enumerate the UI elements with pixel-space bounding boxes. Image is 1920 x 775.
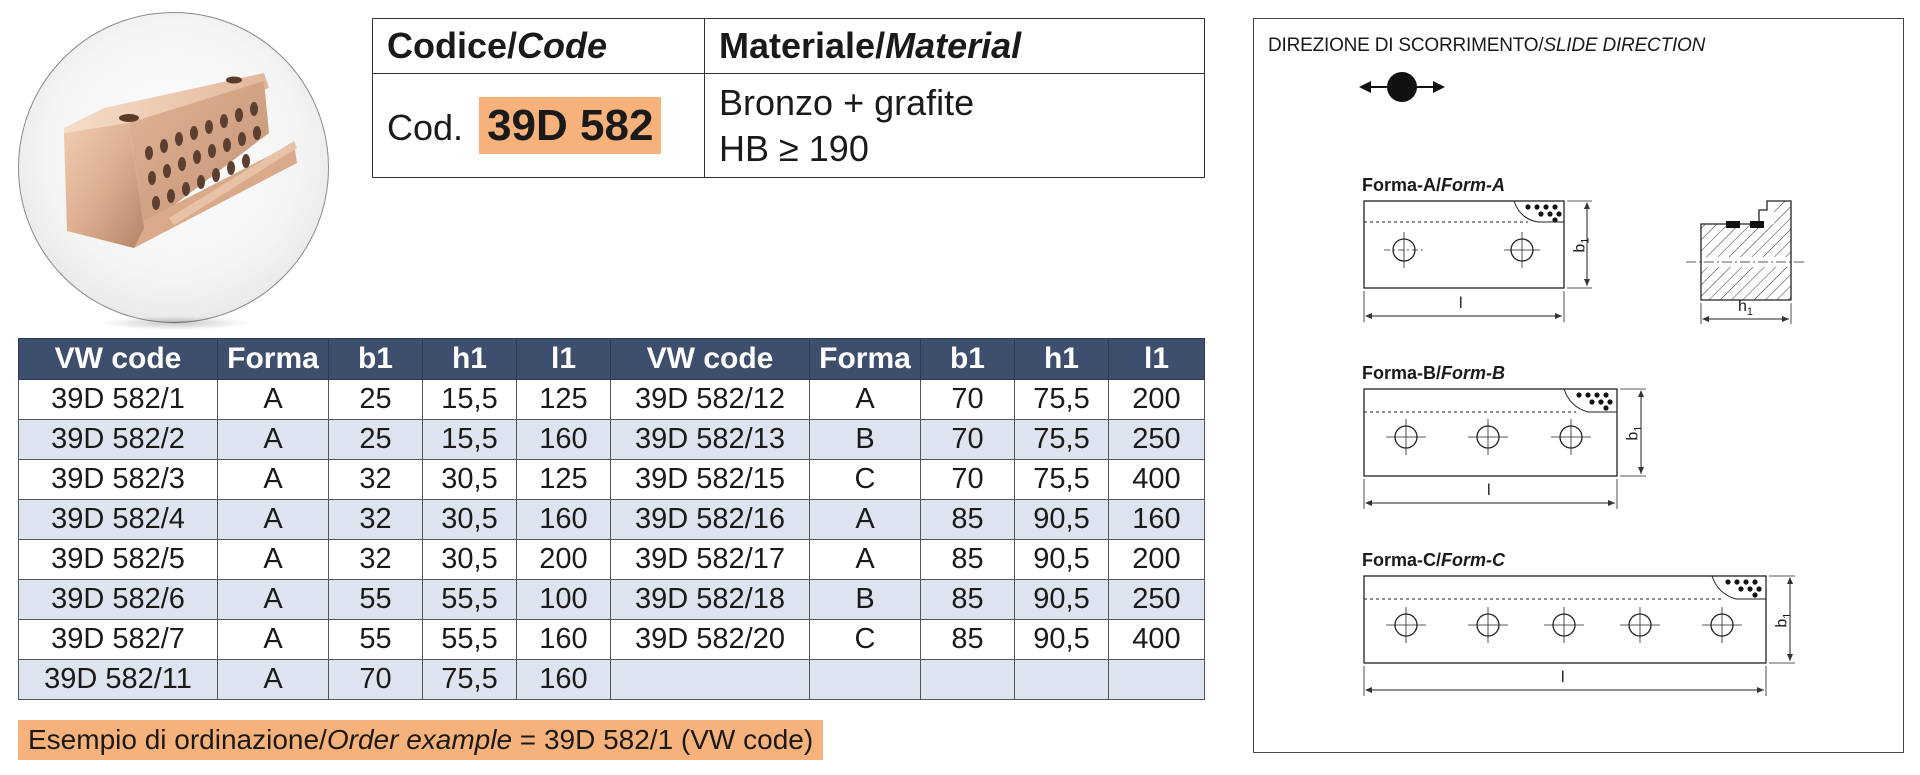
table-cell: 15,5	[423, 380, 517, 420]
dim-l-form-b: l	[1487, 482, 1491, 499]
table-cell: 55	[329, 620, 423, 660]
code-cell	[373, 74, 705, 178]
table-cell: 70	[921, 380, 1015, 420]
technical-drawing	[1254, 19, 1905, 754]
table-cell: 55,5	[423, 620, 517, 660]
table-row	[19, 460, 1205, 500]
table-cell: 32	[329, 460, 423, 500]
table-cell: 90,5	[1015, 580, 1109, 620]
table-row	[19, 620, 1205, 660]
table-cell: 85	[921, 500, 1015, 540]
vw-code-table	[18, 338, 1205, 700]
table-cell: 39D 582/4	[19, 500, 218, 540]
dim-l-form-a: l	[1459, 295, 1463, 312]
table-cell: 32	[329, 540, 423, 580]
table-cell: 39D 582/20	[611, 620, 810, 660]
material-header	[705, 19, 1205, 74]
table-cell: 90,5	[1015, 540, 1109, 580]
table-cell: 100	[517, 580, 611, 620]
table-cell: C	[810, 620, 921, 660]
table-cell: A	[218, 500, 329, 540]
table-cell: 32	[329, 500, 423, 540]
dim-b1-form-a: $b_1$	[1571, 237, 1592, 253]
table-cell: 85	[921, 620, 1015, 660]
code-label: Codice/	[387, 25, 518, 66]
table-cell: 125	[517, 380, 611, 420]
order-example-prefix-en: Order example	[326, 724, 513, 755]
code-header	[373, 19, 705, 74]
order-example-value: = 39D 582/1 (VW code)	[512, 724, 814, 755]
table-header-row	[19, 339, 1205, 380]
table-cell	[1015, 660, 1109, 700]
table-cell: 75,5	[1015, 380, 1109, 420]
table-cell: 75,5	[1015, 460, 1109, 500]
table-cell: 200	[1109, 380, 1205, 420]
table-row	[19, 380, 1205, 420]
table-cell: 160	[517, 500, 611, 540]
table-cell: 70	[921, 420, 1015, 460]
table-cell: 15,5	[423, 420, 517, 460]
table-cell: 39D 582/11	[19, 660, 218, 700]
table-cell: A	[810, 500, 921, 540]
table-cell: 39D 582/6	[19, 580, 218, 620]
table-cell: 30,5	[423, 460, 517, 500]
material-line-1: Bronzo + grafite	[719, 81, 975, 123]
column-header: b1	[329, 339, 423, 380]
table-cell: 39D 582/7	[19, 620, 218, 660]
table-row	[19, 540, 1205, 580]
table-cell: 200	[1109, 540, 1205, 580]
table-cell: A	[218, 380, 329, 420]
table-cell: 25	[329, 380, 423, 420]
table-cell: 39D 582/18	[611, 580, 810, 620]
table-cell: 75,5	[1015, 420, 1109, 460]
table-row	[19, 500, 1205, 540]
photo-shadow	[100, 316, 250, 330]
table-cell: C	[810, 460, 921, 500]
order-example	[18, 720, 823, 760]
material-cell	[705, 74, 1205, 178]
table-cell: A	[218, 460, 329, 500]
table-cell: 30,5	[423, 540, 517, 580]
column-header: VW code	[611, 339, 810, 380]
table-cell: A	[810, 380, 921, 420]
table-cell: 90,5	[1015, 620, 1109, 660]
table-cell	[921, 660, 1015, 700]
table-cell: 125	[517, 460, 611, 500]
table-cell	[1109, 660, 1205, 700]
table-cell: 400	[1109, 620, 1205, 660]
bronze-block-image	[19, 13, 329, 323]
material-label: Materiale/	[719, 25, 886, 66]
table-cell: A	[218, 660, 329, 700]
table-cell: A	[218, 540, 329, 580]
code-prefix: Cod.	[387, 106, 464, 148]
table-cell: 39D 582/16	[611, 500, 810, 540]
table-cell: 39D 582/5	[19, 540, 218, 580]
table-cell	[611, 660, 810, 700]
table-cell: 39D 582/12	[611, 380, 810, 420]
table-cell: 160	[517, 660, 611, 700]
table-cell: 39D 582/2	[19, 420, 218, 460]
column-header: l1	[1109, 339, 1205, 380]
column-header: h1	[423, 339, 517, 380]
order-example-prefix: Esempio di ordinazione/	[28, 724, 327, 755]
table-cell: A	[810, 540, 921, 580]
table-cell: 39D 582/13	[611, 420, 810, 460]
table-cell: 160	[517, 420, 611, 460]
table-cell: 39D 582/17	[611, 540, 810, 580]
table-row	[19, 420, 1205, 460]
code-material-box	[372, 18, 1205, 178]
table-cell: 70	[921, 460, 1015, 500]
table-cell: 55	[329, 580, 423, 620]
table-cell: B	[810, 420, 921, 460]
form-a-drawing	[1364, 201, 1592, 322]
code-label-en: Code	[517, 25, 608, 66]
table-cell: 39D 582/3	[19, 460, 218, 500]
table-cell: 85	[921, 540, 1015, 580]
material-line-2: HB ≥ 190	[719, 127, 869, 169]
column-header: h1	[1015, 339, 1109, 380]
dim-l-form-c: l	[1561, 669, 1565, 686]
table-cell: 39D 582/1	[19, 380, 218, 420]
column-header: l1	[517, 339, 611, 380]
column-header: Forma	[810, 339, 921, 380]
table-cell: 160	[517, 620, 611, 660]
table-cell: 90,5	[1015, 500, 1109, 540]
table-cell: 39D 582/15	[611, 460, 810, 500]
table-cell: A	[218, 620, 329, 660]
table-cell: A	[218, 420, 329, 460]
column-header: VW code	[19, 339, 218, 380]
form-c-drawing	[1364, 576, 1795, 696]
table-row	[19, 580, 1205, 620]
table-cell: 70	[329, 660, 423, 700]
table-row	[19, 660, 1205, 700]
table-cell: 250	[1109, 420, 1205, 460]
table-cell: 400	[1109, 460, 1205, 500]
column-header: Forma	[218, 339, 329, 380]
dim-h1-form-a: $h_1$	[1738, 298, 1754, 319]
dim-b1-form-c: $b_1$	[1773, 612, 1794, 628]
material-label-en: Material	[885, 25, 1022, 66]
table-cell: 25	[329, 420, 423, 460]
table-cell: 75,5	[423, 660, 517, 700]
code-value: 39D 582	[479, 97, 661, 154]
product-photo	[18, 12, 329, 323]
form-c-label: Forma-C/Form-C	[1362, 550, 1506, 570]
table-cell: 85	[921, 580, 1015, 620]
dim-b1-form-b: $b_1$	[1624, 425, 1645, 441]
table-cell: 55,5	[423, 580, 517, 620]
table-cell: 200	[517, 540, 611, 580]
table-cell: 250	[1109, 580, 1205, 620]
form-a-label: Forma-A/Form-A	[1362, 175, 1506, 195]
slide-direction-label: DIREZIONE DI SCORRIMENTO/SLIDE DIRECTION	[1268, 35, 1706, 56]
technical-drawing-panel	[1253, 18, 1904, 753]
form-b-label: Forma-B/Form-B	[1362, 363, 1506, 383]
table-cell: A	[218, 580, 329, 620]
table-cell: 30,5	[423, 500, 517, 540]
table-cell: B	[810, 580, 921, 620]
table-cell	[810, 660, 921, 700]
table-cell: 160	[1109, 500, 1205, 540]
slide-direction-symbol	[1359, 72, 1445, 102]
column-header: b1	[921, 339, 1015, 380]
